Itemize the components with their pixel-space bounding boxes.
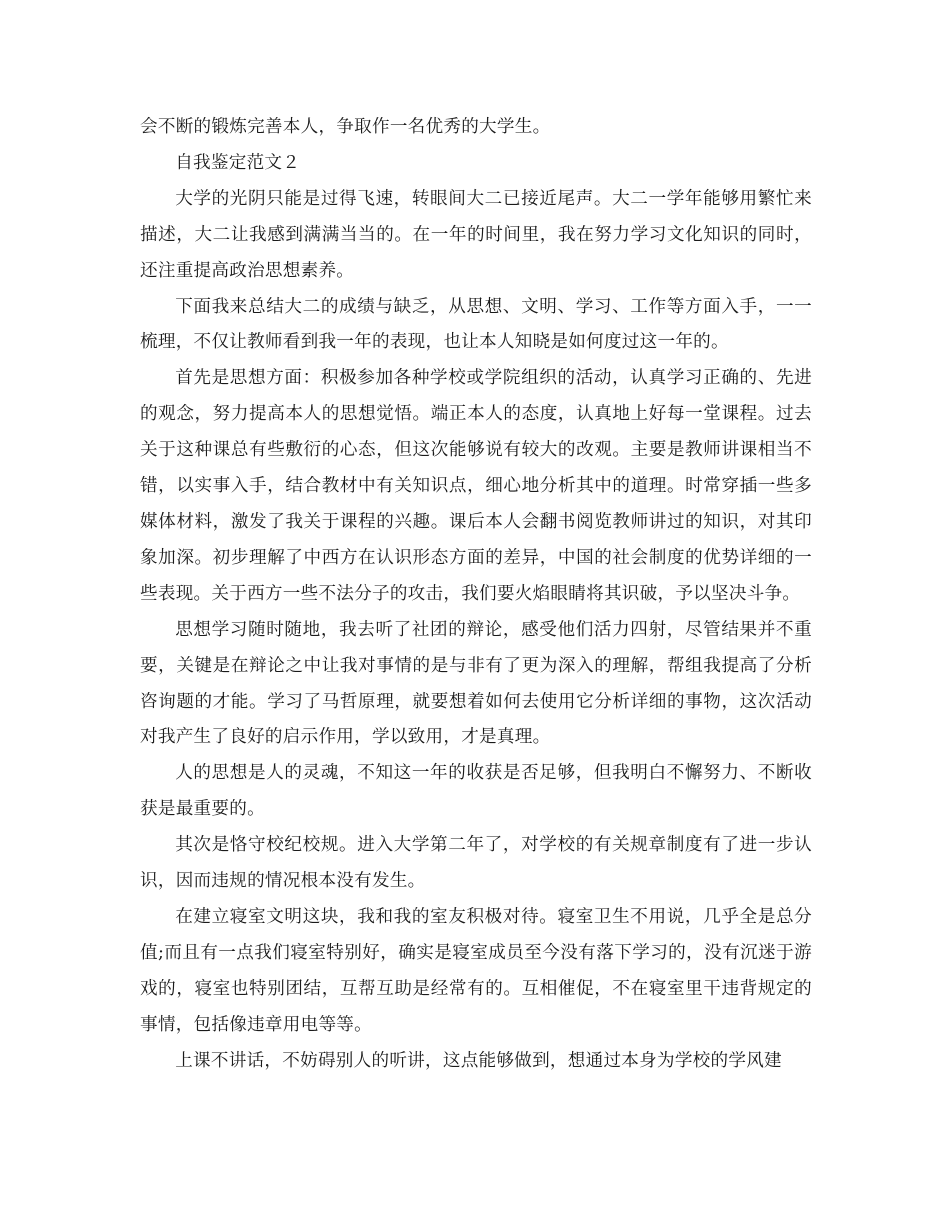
document-body — [140, 110, 812, 1079]
paragraph-7: 其次是恪守校纪校规。进入大学第二年了，对学校的有关规章制度有了进一步认识，因而违规的情况根本没有发生。 — [140, 835, 812, 892]
paragraph-3: 下面我来总结大二的成绩与缺乏，从思想、文明、学习、工作等方面入手，一一梳理，不仅让教师看到我一年的表现，也让本人知晓是如何度过这一年的。 — [140, 296, 812, 353]
paragraph-5: 思想学习随时随地，我去听了社团的辩论，感受他们活力四射，尽管结果并不重要，关键是在辩论之中让我对事情的是与非有了更为深入的理解，帮组我提高了分析咨询题的才能。学习了马哲原理，就要想着如何去使用它分析详细的事物，这次活动对我产生了良好的启示作用，学以致用，才是真理。 — [140, 619, 812, 748]
paragraph-1: 会不断的锻炼完善本人，争取作一名优秀的大学生。 — [140, 117, 551, 137]
paragraph-9: 上课不讲话，不妨碍别人的听讲，这点能够做到，想通过本身为学校的学风建 — [175, 1050, 782, 1071]
paragraph-4: 首先是思想方面：积极参加各种学校或学院组织的活动，认真学习正确的、先进的观念，努力提高本人的思想觉悟。端正本人的态度，认真地上好每一堂课程。过去关于这种课总有些敷衍的心态，但这次能够说有较大的改观。主要是教师讲课相当不错，以实事入手，结合教材中有关知识点，细心地分析其中的道理。时常穿插一些多媒体材料，激发了我关于课程的兴趣。课后本人会翻书阅览教师讲过的知识，对其印象加深。初步理解了中西方在认识形态方面的差异，中国的社会制度的优势详细的一些表现。关于西方一些不法分子的攻击，我们要火焰眼睛将其识破，予以坚决斗争。 — [140, 368, 812, 604]
paragraph-8: 在建立寝室文明这块，我和我的室友积极对待。寝室卫生不用说，几乎全是总分值;而且有一点我们寝室特别好，确实是寝室成员至今没有落下学习的，没有沉迷于游戏的，寝室也特别团结，互帮互助是经常有的。互相催促，不在寝室里干违背规定的事情，包括像违章用电等等。 — [140, 906, 812, 1035]
paragraph-2: 大学的光阴只能是过得飞速，转眼间大二已接近尾声。大二一学年能够用繁忙来描述，大二让我感到满满当当的。在一年的时间里，我在努力学习文化知识的同时，还注重提高政治思想素养。 — [140, 188, 812, 281]
section-heading: 自我鉴定范文２ — [175, 152, 301, 173]
paragraph-6: 人的思想是人的灵魂，不知这一年的收获是否足够，但我明白不懈努力、不断收获是最重要的。 — [140, 763, 812, 820]
